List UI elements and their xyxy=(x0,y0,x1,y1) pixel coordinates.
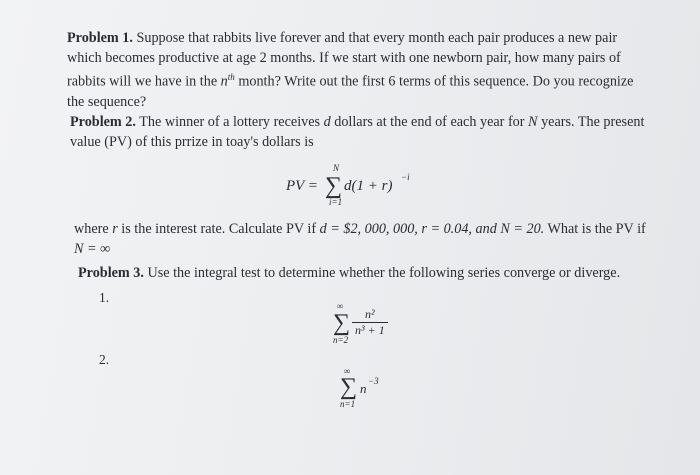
item-1-sum-symbol: ∑ xyxy=(333,310,351,336)
limit-condition: N = ∞ xyxy=(74,240,111,257)
item-1-numerator: n² xyxy=(352,307,388,323)
problem-2-text-a: The winner of a lottery receives xyxy=(139,114,324,130)
problem-2-text-d: where xyxy=(74,221,113,237)
N-variable: N xyxy=(528,114,538,130)
pv-formula-lhs: PV = xyxy=(286,178,318,194)
item-1-label: 1. xyxy=(99,290,110,305)
problem-1 xyxy=(67,29,652,112)
problem-1-text-b: month? Write out the first 6 terms of this sequence. Do you recognize the sequence? xyxy=(67,73,634,110)
problem-3-heading: Problem 3. xyxy=(78,265,144,281)
d-variable: d xyxy=(323,114,331,130)
problem-1-text-a: Suppose that rabbits live forever and that every month each pair produces a new pair which becomes productive at age 2 months. If we start with one newborn pair, how many pairs of rabbits will we have in the xyxy=(67,30,621,90)
item-2-label: 2. xyxy=(99,352,110,367)
nth-superscript: th xyxy=(227,72,235,83)
item-1-denominator: n³ + 1 xyxy=(355,323,385,337)
problem-2-text-e: is the interest rate. Calculate PV if xyxy=(117,221,320,237)
item-2-lower: n=1 xyxy=(340,399,356,409)
pv-sum-lower: i=1 xyxy=(329,197,343,207)
pv-sum-term: d(1 + r) xyxy=(344,178,393,194)
problem-3 xyxy=(78,264,658,284)
problem-2-text-c: years. The present value (PV) of this prrize in toay's dollars is xyxy=(70,114,645,150)
problem-2-question xyxy=(74,220,654,259)
problem-2 xyxy=(70,113,655,152)
nth-variable: n xyxy=(220,73,228,90)
item-1-fraction xyxy=(352,307,388,338)
problem-2-text-b: dollars at the end of each year for xyxy=(330,114,529,130)
r-variable: r xyxy=(112,221,118,237)
problem-3-text: Use the integral test to determine whether the following series converge or diverge. xyxy=(147,265,621,281)
problem-2-text-f: What is the PV if xyxy=(544,221,646,237)
item-2-term: n xyxy=(360,381,367,396)
item-1-lower: n=2 xyxy=(333,335,349,345)
problem-1-heading: Problem 1. xyxy=(67,30,133,46)
pv-sum-symbol: ∑ xyxy=(325,173,343,199)
item-2-upper: ∞ xyxy=(344,366,351,376)
pv-exponent: −i xyxy=(401,172,410,182)
pv-sum-upper: N xyxy=(333,163,340,173)
problem-2-heading: Problem 2. xyxy=(70,114,136,130)
item-2-exponent: −3 xyxy=(368,376,379,386)
item-1-upper: ∞ xyxy=(337,301,344,311)
item-2-sum-symbol: ∑ xyxy=(340,374,358,400)
given-values: d = $2, 000, 000, r = 0.04, and N = 20. xyxy=(319,221,545,237)
